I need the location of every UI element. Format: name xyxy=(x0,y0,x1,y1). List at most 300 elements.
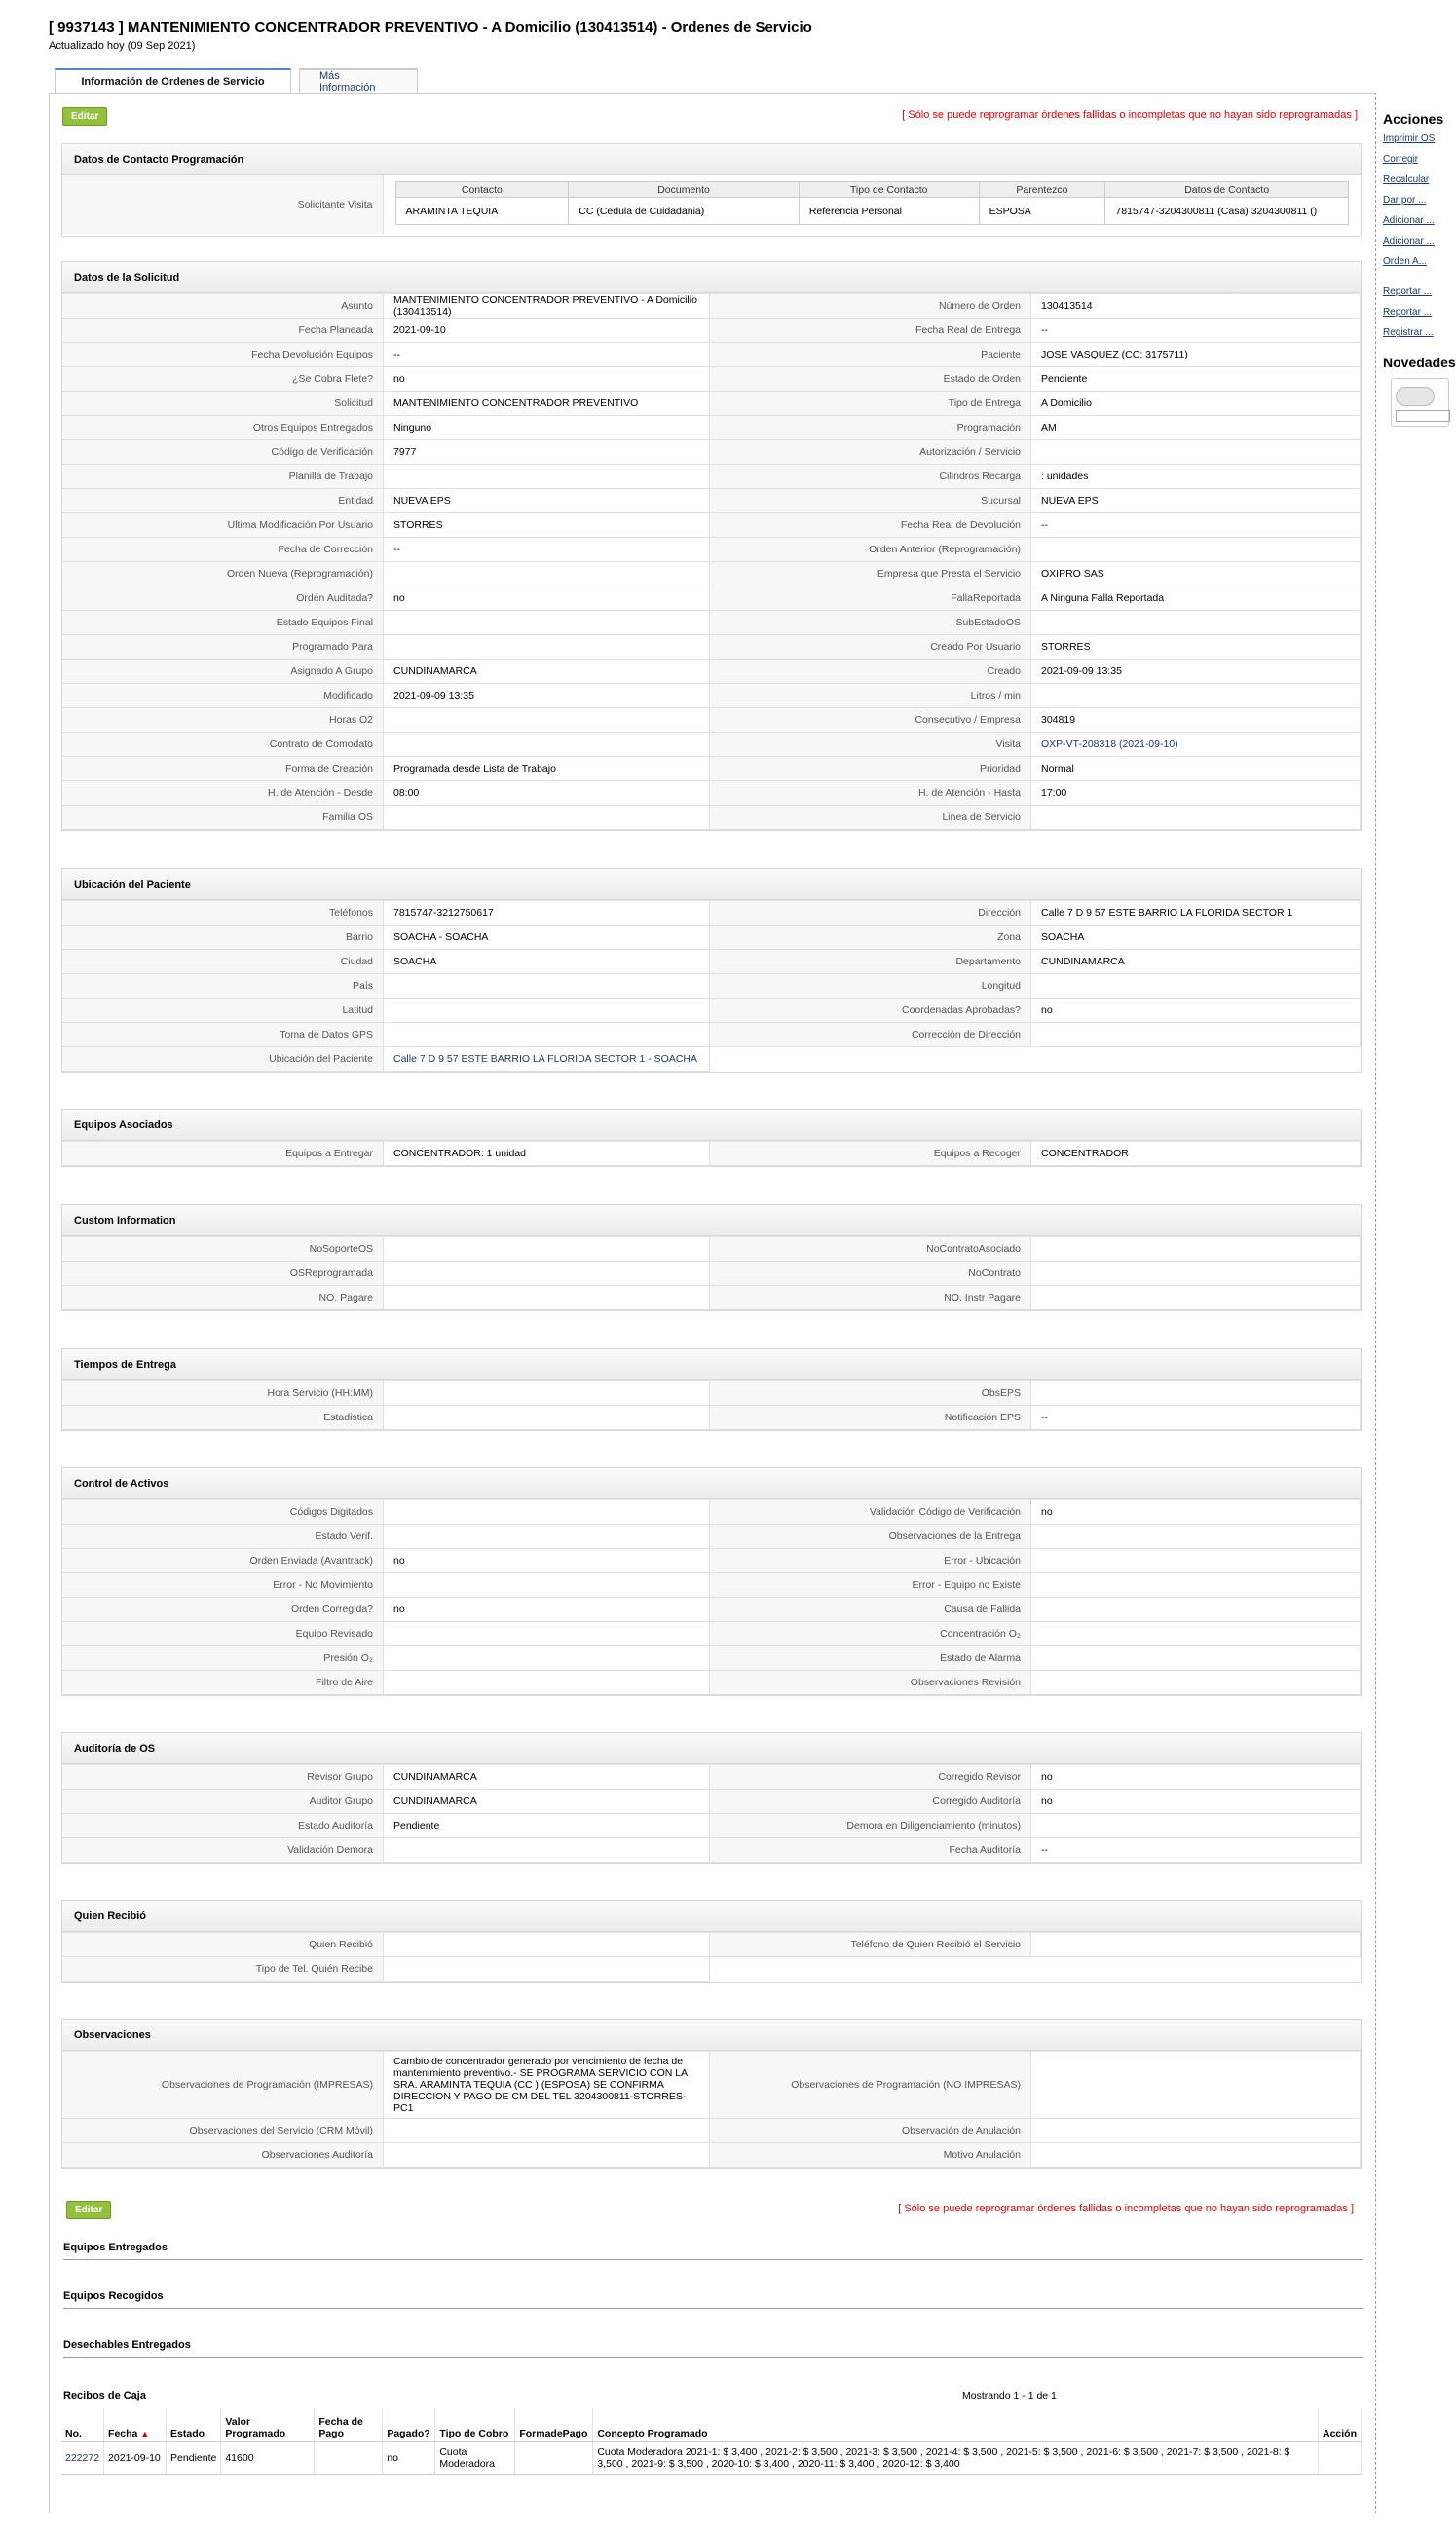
field-label: Auditor Grupo xyxy=(62,1790,384,1814)
control-section xyxy=(61,1467,1362,1696)
tiempos-section xyxy=(61,1348,1362,1431)
field-label: Tipo de Entrega xyxy=(710,392,1031,416)
action-link[interactable]: Corregir xyxy=(1383,154,1419,165)
action-link[interactable]: Recalcular xyxy=(1383,174,1430,185)
col-header[interactable]: Estado xyxy=(167,2408,221,2441)
table-cell xyxy=(1318,2441,1361,2474)
field-label: NoContratoAsociado xyxy=(710,1237,1031,1262)
col-header[interactable]: No. xyxy=(61,2408,104,2441)
field-value xyxy=(1031,1622,1361,1646)
field-label: Asunto xyxy=(62,294,384,319)
field-value: -- xyxy=(1031,319,1361,343)
divider xyxy=(63,2259,1363,2260)
field-label: Corregido Auditoría xyxy=(710,1790,1031,1814)
field-label: Contrato de Comodato xyxy=(62,733,384,757)
col-header[interactable]: Valor Programado xyxy=(221,2408,315,2441)
tab-mas-informacion[interactable]: Más Información xyxy=(299,68,418,94)
field-value xyxy=(384,999,710,1023)
field-label: Concentración O₂ xyxy=(710,1622,1031,1646)
field-value xyxy=(1031,1023,1361,1047)
section-title: Observaciones xyxy=(62,2020,1361,2051)
field-label: Estadistica xyxy=(62,1406,384,1430)
field-value xyxy=(384,1286,710,1310)
field-value: -- xyxy=(1031,1406,1361,1430)
field-label: Observación de Anulación xyxy=(710,2119,1031,2143)
field-value: 2021-09-09 13:35 xyxy=(1031,660,1361,684)
field-label: Modificado xyxy=(62,684,384,708)
section-title: Tiempos de Entrega xyxy=(62,1349,1361,1380)
field-label: Filtro de Aire xyxy=(62,1671,384,1695)
field-value xyxy=(1031,1573,1361,1598)
field-value xyxy=(1031,2119,1361,2143)
field-value: 08:00 xyxy=(384,781,710,806)
field-value xyxy=(1031,1237,1361,1262)
section-title: Datos de la Solicitud xyxy=(62,262,1361,293)
field-label: Corregido Revisor xyxy=(710,1765,1031,1790)
field-value: NUEVA EPS xyxy=(1031,489,1361,513)
section-title: Quien Recibió xyxy=(62,1901,1361,1932)
equipos-entregados-title: Equipos Entregados xyxy=(63,2242,168,2253)
field-label: Estado Auditoría xyxy=(62,1814,384,1838)
field-value: Calle 7 D 9 57 ESTE BARRIO LA FLORIDA SECTOR 1 xyxy=(1031,901,1361,926)
section-title: Ubicación del Paciente xyxy=(62,869,1361,900)
field-value xyxy=(1031,1646,1361,1671)
edit-button[interactable]: Editar xyxy=(62,107,107,126)
field-value: SOACHA xyxy=(384,950,710,974)
field-label: Orden Anterior (Reprogramación) xyxy=(710,538,1031,562)
field-label: H. de Atención - Desde xyxy=(62,781,384,806)
equipos-entregados-block xyxy=(63,2242,1363,2260)
field-label: Autorización / Servicio xyxy=(710,440,1031,465)
field-value: CUNDINAMARCA xyxy=(1031,950,1361,974)
col-header[interactable]: Tipo de Cobro xyxy=(435,2408,515,2441)
field-value xyxy=(1031,1598,1361,1622)
field-value xyxy=(1031,2052,1361,2119)
section-title: Equipos Asociados xyxy=(62,1110,1361,1141)
table-cell: Cuota Moderadora xyxy=(435,2441,515,2474)
field-label: NoContrato xyxy=(710,1262,1031,1286)
field-label: Orden Enviada (Avantrack) xyxy=(62,1549,384,1573)
field-label: Hora Servicio (HH:MM) xyxy=(62,1381,384,1406)
field-value: 17:00 xyxy=(1031,781,1361,806)
field-value xyxy=(384,1500,710,1525)
field-value xyxy=(1031,974,1361,999)
section-title: Control de Activos xyxy=(62,1468,1361,1499)
field-label: Ultima Modificación Por Usuario xyxy=(62,513,384,538)
field-value: Cambio de concentrador generado por vencimiento de fecha de mantenimiento preventivo.- SE PROGRAMA SERVICIO CON LA SRA. ARAMINTA TEQUIA (CC ) (ESPOSA) SE CONFIRMA DIRECCION Y PAGO DE CM DEL TEL 3204300811-STORRES-PC1 xyxy=(384,2052,710,2119)
field-label: Paciente xyxy=(710,343,1031,367)
field-value: CUNDINAMARCA xyxy=(384,660,710,684)
field-value: no xyxy=(384,586,710,611)
recibio-section xyxy=(61,1900,1362,1983)
field-label: NoSoporteOS xyxy=(62,1237,384,1262)
field-label: Fecha Auditoría xyxy=(710,1838,1031,1863)
table-cell: Pendiente xyxy=(167,2441,221,2474)
sidebar-divider xyxy=(1375,93,1376,2513)
field-label: Dirección xyxy=(710,901,1031,926)
contact-header: Datos de Contacto xyxy=(1105,182,1349,198)
field-value xyxy=(384,635,710,660)
field-value xyxy=(384,1646,710,1671)
field-value: MANTENIMIENTO CONCENTRADOR PREVENTIVO - A Domicilio (130413514) xyxy=(384,294,710,319)
field-value: no xyxy=(1031,1790,1361,1814)
field-value: 2021-09-09 13:35 xyxy=(384,684,710,708)
field-value: -- xyxy=(1031,513,1361,538)
field-value: 2021-09-10 xyxy=(384,319,710,343)
action-link[interactable]: Imprimir OS xyxy=(1383,133,1436,144)
action-link[interactable]: Adicionar ... xyxy=(1383,215,1435,226)
field-label: Equipos a Recoger xyxy=(710,1142,1031,1166)
field-value: A Ninguna Falla Reportada xyxy=(1031,586,1361,611)
field-label: Prioridad xyxy=(710,757,1031,781)
field-value xyxy=(1031,2143,1361,2168)
field-label: Notificación EPS xyxy=(710,1406,1031,1430)
recibos-table-wrap xyxy=(61,2408,1362,2475)
field-label: Forma de Creación xyxy=(62,757,384,781)
col-header-sorted[interactable] xyxy=(104,2408,167,2441)
field-value: CUNDINAMARCA xyxy=(384,1765,710,1790)
field-value xyxy=(1031,1671,1361,1695)
field-value: no xyxy=(384,367,710,392)
field-value: 7977 xyxy=(384,440,710,465)
field-label: Observaciones del Servicio (CRM Móvil) xyxy=(62,2119,384,2143)
field-value: STORRES xyxy=(384,513,710,538)
contact-cell: ARAMINTA TEQUIA xyxy=(395,198,569,225)
table-row xyxy=(61,2441,1362,2474)
field-label: Visita xyxy=(710,733,1031,757)
field-value xyxy=(384,1671,710,1695)
field-value xyxy=(384,1381,710,1406)
field-label: Equipos a Entregar xyxy=(62,1142,384,1166)
col-header[interactable]: Concepto Programado xyxy=(593,2408,1319,2441)
field-label: Causa de Fallida xyxy=(710,1598,1031,1622)
observaciones-section xyxy=(61,2019,1362,2169)
field-value: no xyxy=(384,1598,710,1622)
field-label: Orden Nueva (Reprogramación) xyxy=(62,562,384,586)
field-link[interactable]: OXP-VT-208318 (2021-09-10) xyxy=(1031,733,1361,757)
contact-row-label: Solicitante Visita xyxy=(62,175,384,234)
field-value: -- xyxy=(384,538,710,562)
field-label: Consecutivo / Empresa xyxy=(710,708,1031,733)
field-value: AM xyxy=(1031,416,1361,440)
field-label: Validación Demora xyxy=(62,1838,384,1863)
table-cell: 2021-09-10 xyxy=(104,2441,167,2474)
field-value xyxy=(384,806,710,830)
solicitud-grid xyxy=(62,293,1361,830)
reprogram-warning-bottom: [ Sólo se puede reprogramar órdenes fallidas o incompletas que no hayan sido reprogramadas ] xyxy=(898,2203,1354,2214)
field-label: Zona xyxy=(710,926,1031,950)
field-label: Latitud xyxy=(62,999,384,1023)
field-value xyxy=(384,708,710,733)
field-value xyxy=(1031,1262,1361,1286)
observaciones-grid xyxy=(62,2051,1361,2168)
field-value xyxy=(384,1525,710,1549)
cloud-icon xyxy=(1396,387,1435,406)
contact-header: Documento xyxy=(569,182,800,198)
field-label: Observaciones Auditoría xyxy=(62,2143,384,2168)
field-value xyxy=(384,1957,710,1982)
news-input[interactable] xyxy=(1396,410,1450,422)
field-value: CUNDINAMARCA xyxy=(384,1790,710,1814)
divider xyxy=(63,2357,1363,2358)
field-label: Orden Auditada? xyxy=(62,586,384,611)
field-label: Asignado A Grupo xyxy=(62,660,384,684)
field-value: STORRES xyxy=(1031,635,1361,660)
field-label: Longitud xyxy=(710,974,1031,999)
field-label: ¿Se Cobra Flete? xyxy=(62,367,384,392)
field-value: no xyxy=(1031,1765,1361,1790)
field-value xyxy=(384,1406,710,1430)
field-label: Estado Equipos Final xyxy=(62,611,384,635)
field-label: Programado Para xyxy=(62,635,384,660)
field-value xyxy=(1031,538,1361,562)
desechables-title: Desechables Entregados xyxy=(63,2339,191,2351)
recibos-table xyxy=(61,2408,1362,2475)
field-label: OSReprogramada xyxy=(62,1262,384,1286)
field-value xyxy=(384,1262,710,1286)
recibos-title: Recibos de Caja xyxy=(63,2390,146,2401)
contact-cell: ESPOSA xyxy=(979,198,1105,225)
field-label: Error - No Movimiento xyxy=(62,1573,384,1598)
field-value: -- xyxy=(384,343,710,367)
field-value xyxy=(384,1023,710,1047)
field-value: SOACHA - SOACHA xyxy=(384,926,710,950)
field-label: Estado Verif. xyxy=(62,1525,384,1549)
field-label: Motivo Anulación xyxy=(710,2143,1031,2168)
field-value xyxy=(384,2119,710,2143)
edit-button-bottom[interactable]: Editar xyxy=(66,2201,111,2219)
field-label: Barrio xyxy=(62,926,384,950)
field-value: Pendiente xyxy=(1031,367,1361,392)
contact-section xyxy=(61,143,1362,237)
recibo-number[interactable]: 222272 xyxy=(65,2452,100,2464)
field-value xyxy=(384,562,710,586)
table-cell: no xyxy=(383,2441,435,2474)
field-label: Empresa que Presta el Servicio xyxy=(710,562,1031,586)
contact-table xyxy=(395,181,1349,225)
action-link[interactable]: Orden A... xyxy=(1383,256,1428,267)
field-label: Cilindros Recarga xyxy=(710,465,1031,489)
field-label: Departamento xyxy=(710,950,1031,974)
equipos-grid xyxy=(62,1141,1361,1166)
field-value xyxy=(384,2143,710,2168)
actions-title: Acciones xyxy=(1383,111,1444,127)
divider xyxy=(63,2308,1363,2309)
field-value xyxy=(384,1573,710,1598)
solicitud-section xyxy=(61,261,1362,831)
field-label: País xyxy=(62,974,384,999)
field-label: Horas O2 xyxy=(62,708,384,733)
field-label: Fecha de Corrección xyxy=(62,538,384,562)
field-value xyxy=(1031,684,1361,708)
field-label: Estado de Orden xyxy=(710,367,1031,392)
contact-header: Parentezco xyxy=(979,182,1105,198)
table-cell: Cuota Moderadora 2021-1: $ 3,400 , 2021-2: $ 3,500 , 2021-3: $ 3,500 , 2021-4: $ 3,500 , 2021-5: $ 3,500 , 2021-6: $ 3,500 , 2021-7: $ 3,500 , 2021-8: $ 3,500 , 2021-9: $ 3,500 , 2020-10: $ 3,400 , 2020-11: $ 3,400 , 2020-12: $ 3,400 xyxy=(593,2441,1319,2474)
section-title: Auditoría de OS xyxy=(62,1733,1361,1764)
field-label: Familia OS xyxy=(62,806,384,830)
field-link[interactable]: Calle 7 D 9 57 ESTE BARRIO LA FLORIDA SECTOR 1 - SOACHA xyxy=(384,1047,710,1072)
field-label: Códigos Digitados xyxy=(62,1500,384,1525)
recibio-grid xyxy=(62,1932,1361,1982)
field-value xyxy=(384,1933,710,1957)
field-value xyxy=(384,733,710,757)
field-value xyxy=(1031,1933,1361,1957)
field-value xyxy=(1031,1381,1361,1406)
report-link[interactable]: Registrar ... xyxy=(1383,327,1434,338)
field-value xyxy=(1031,1549,1361,1573)
field-label: Orden Corregida? xyxy=(62,1598,384,1622)
section-title: Custom Information xyxy=(62,1205,1361,1236)
field-label: SubEstadoOS xyxy=(710,611,1031,635)
field-label: Código de Verificación xyxy=(62,440,384,465)
field-value xyxy=(384,1237,710,1262)
field-label: Fecha Real de Devolución xyxy=(710,513,1031,538)
contact-cell: 7815747-3204300811 (Casa) 3204300811 () xyxy=(1105,198,1349,225)
field-label: Fecha Planeada xyxy=(62,319,384,343)
col-header[interactable]: Acción xyxy=(1318,2408,1361,2441)
field-value xyxy=(1031,1814,1361,1838)
field-label: Linea de Servicio xyxy=(710,806,1031,830)
field-value xyxy=(1031,440,1361,465)
contact-table-wrap xyxy=(384,175,1361,234)
field-value: 7815747-3212750617 xyxy=(384,901,710,926)
report-link[interactable]: Reportar ... xyxy=(1383,307,1433,318)
news-title: Novedades xyxy=(1383,355,1456,370)
field-value xyxy=(1031,1525,1361,1549)
action-link[interactable]: Adicionar ... xyxy=(1383,236,1435,246)
control-grid xyxy=(62,1499,1361,1695)
field-label: Fecha Real de Entrega xyxy=(710,319,1031,343)
field-value: no xyxy=(384,1549,710,1573)
contact-header: Contacto xyxy=(395,182,569,198)
action-link[interactable]: Dar por ... xyxy=(1383,195,1427,206)
field-label: Teléfonos xyxy=(62,901,384,926)
field-value: Programada desde Lista de Trabajo xyxy=(384,757,710,781)
field-value xyxy=(384,611,710,635)
field-value: 304819 xyxy=(1031,708,1361,733)
field-label: Programación xyxy=(710,416,1031,440)
field-label: Corrección de Dirección xyxy=(710,1023,1031,1047)
contact-cell: CC (Cedula de Cuidadania) xyxy=(569,198,800,225)
actions-sidebar xyxy=(1383,97,1456,427)
field-label: Observaciones de Programación (NO IMPRESAS) xyxy=(710,2052,1031,2119)
field-value xyxy=(1031,1286,1361,1310)
report-link[interactable]: Reportar ... xyxy=(1383,286,1433,297)
field-label: Número de Orden xyxy=(710,294,1031,319)
field-label: FallaReportada xyxy=(710,586,1031,611)
col-header-label: Fecha xyxy=(108,2427,138,2439)
field-value xyxy=(1031,611,1361,635)
field-label: Tipo de Tel. Quién Recibe xyxy=(62,1957,384,1982)
field-label: Observaciones Revisión xyxy=(710,1671,1031,1695)
reprogram-warning: [ Sólo se puede reprogramar órdenes fallidas o incompletas que no hayan sido reprogramadas ] xyxy=(902,109,1358,121)
col-header[interactable]: FormadePago xyxy=(515,2408,593,2441)
field-label: Ciudad xyxy=(62,950,384,974)
field-label: Creado xyxy=(710,660,1031,684)
field-label: Fecha Devolución Equipos xyxy=(62,343,384,367)
field-label: NO. Pagare xyxy=(62,1286,384,1310)
field-label: Demora en Diligenciamiento (minutos) xyxy=(710,1814,1031,1838)
field-label: Revisor Grupo xyxy=(62,1765,384,1790)
field-value: A Domicilio xyxy=(1031,392,1361,416)
field-value: JOSE VASQUEZ (CC: 3175711) xyxy=(1031,343,1361,367)
contact-cell: Referencia Personal xyxy=(799,198,979,225)
custom-section xyxy=(61,1204,1362,1311)
ubicacion-grid xyxy=(62,900,1361,1072)
auditoria-section xyxy=(61,1732,1362,1864)
field-label: Entidad xyxy=(62,489,384,513)
recibo-number-link[interactable] xyxy=(61,2441,104,2474)
field-label: Validación Código de Verificación xyxy=(710,1500,1031,1525)
table-cell xyxy=(515,2441,593,2474)
field-label: Sucursal xyxy=(710,489,1031,513)
table-cell xyxy=(315,2441,383,2474)
field-value: -- xyxy=(1031,1838,1361,1863)
field-value: no xyxy=(1031,999,1361,1023)
page-updated: Actualizado hoy (09 Sep 2021) xyxy=(49,40,196,52)
equipos-recogidos-block xyxy=(63,2290,1363,2309)
field-value xyxy=(384,974,710,999)
field-value: : unidades xyxy=(1031,465,1361,489)
field-value xyxy=(384,1838,710,1863)
field-value: SOACHA xyxy=(1031,926,1361,950)
equipos-section xyxy=(61,1109,1362,1167)
field-value: NUEVA EPS xyxy=(384,489,710,513)
field-label: Quien Recibió xyxy=(62,1933,384,1957)
pagination-info: Mostrando 1 - 1 de 1 xyxy=(962,2390,1057,2401)
field-label: Ubicación del Paciente xyxy=(62,1047,384,1072)
field-value: Pendiente xyxy=(384,1814,710,1838)
desechables-block xyxy=(63,2339,1363,2358)
field-label: Litros / min xyxy=(710,684,1031,708)
custom-grid xyxy=(62,1236,1361,1310)
field-value xyxy=(384,465,710,489)
field-label: Equipo Revisado xyxy=(62,1622,384,1646)
tab-informacion[interactable]: Información de Ordenes de Servicio xyxy=(55,68,291,94)
field-value: Normal xyxy=(1031,757,1361,781)
field-label: Error - Equipo no Existe xyxy=(710,1573,1031,1598)
field-value: no xyxy=(1031,1500,1361,1525)
field-label: Teléfono de Quien Recibió el Servicio xyxy=(710,1933,1031,1957)
table-cell: 41600 xyxy=(221,2441,315,2474)
field-value: Ninguno xyxy=(384,416,710,440)
field-value: OXIPRO SAS xyxy=(1031,562,1361,586)
page-title: [ 9937143 ] MANTENIMIENTO CONCENTRADOR PREVENTIVO - A Domicilio (130413514) - Ordenes de Servicio xyxy=(49,19,812,36)
field-label: Toma de Datos GPS xyxy=(62,1023,384,1047)
field-value: CONCENTRADOR xyxy=(1031,1142,1361,1166)
ubicacion-section xyxy=(61,868,1362,1073)
tiempos-grid xyxy=(62,1380,1361,1430)
field-label: ObsEPS xyxy=(710,1381,1031,1406)
field-value: CONCENTRADOR: 1 unidad xyxy=(384,1142,710,1166)
col-header[interactable]: Pagado? xyxy=(383,2408,435,2441)
field-label: Solicitud xyxy=(62,392,384,416)
field-value xyxy=(1031,806,1361,830)
field-label: Observaciones de la Entrega xyxy=(710,1525,1031,1549)
section-title: Datos de Contacto Programación xyxy=(62,144,1361,175)
contact-header: Tipo de Contacto xyxy=(799,182,979,198)
field-label: Otros Equipos Entregados xyxy=(62,416,384,440)
field-label: Creado Por Usuario xyxy=(710,635,1031,660)
auditoria-grid xyxy=(62,1764,1361,1863)
tab-bar xyxy=(55,68,426,94)
sort-asc-icon: ▲ xyxy=(140,2428,150,2438)
field-label: Estado de Alarma xyxy=(710,1646,1031,1671)
field-value xyxy=(384,1622,710,1646)
field-value: 130413514 xyxy=(1031,294,1361,319)
field-label: Presión O₂ xyxy=(62,1646,384,1671)
col-header[interactable]: Fecha de Pago xyxy=(315,2408,383,2441)
